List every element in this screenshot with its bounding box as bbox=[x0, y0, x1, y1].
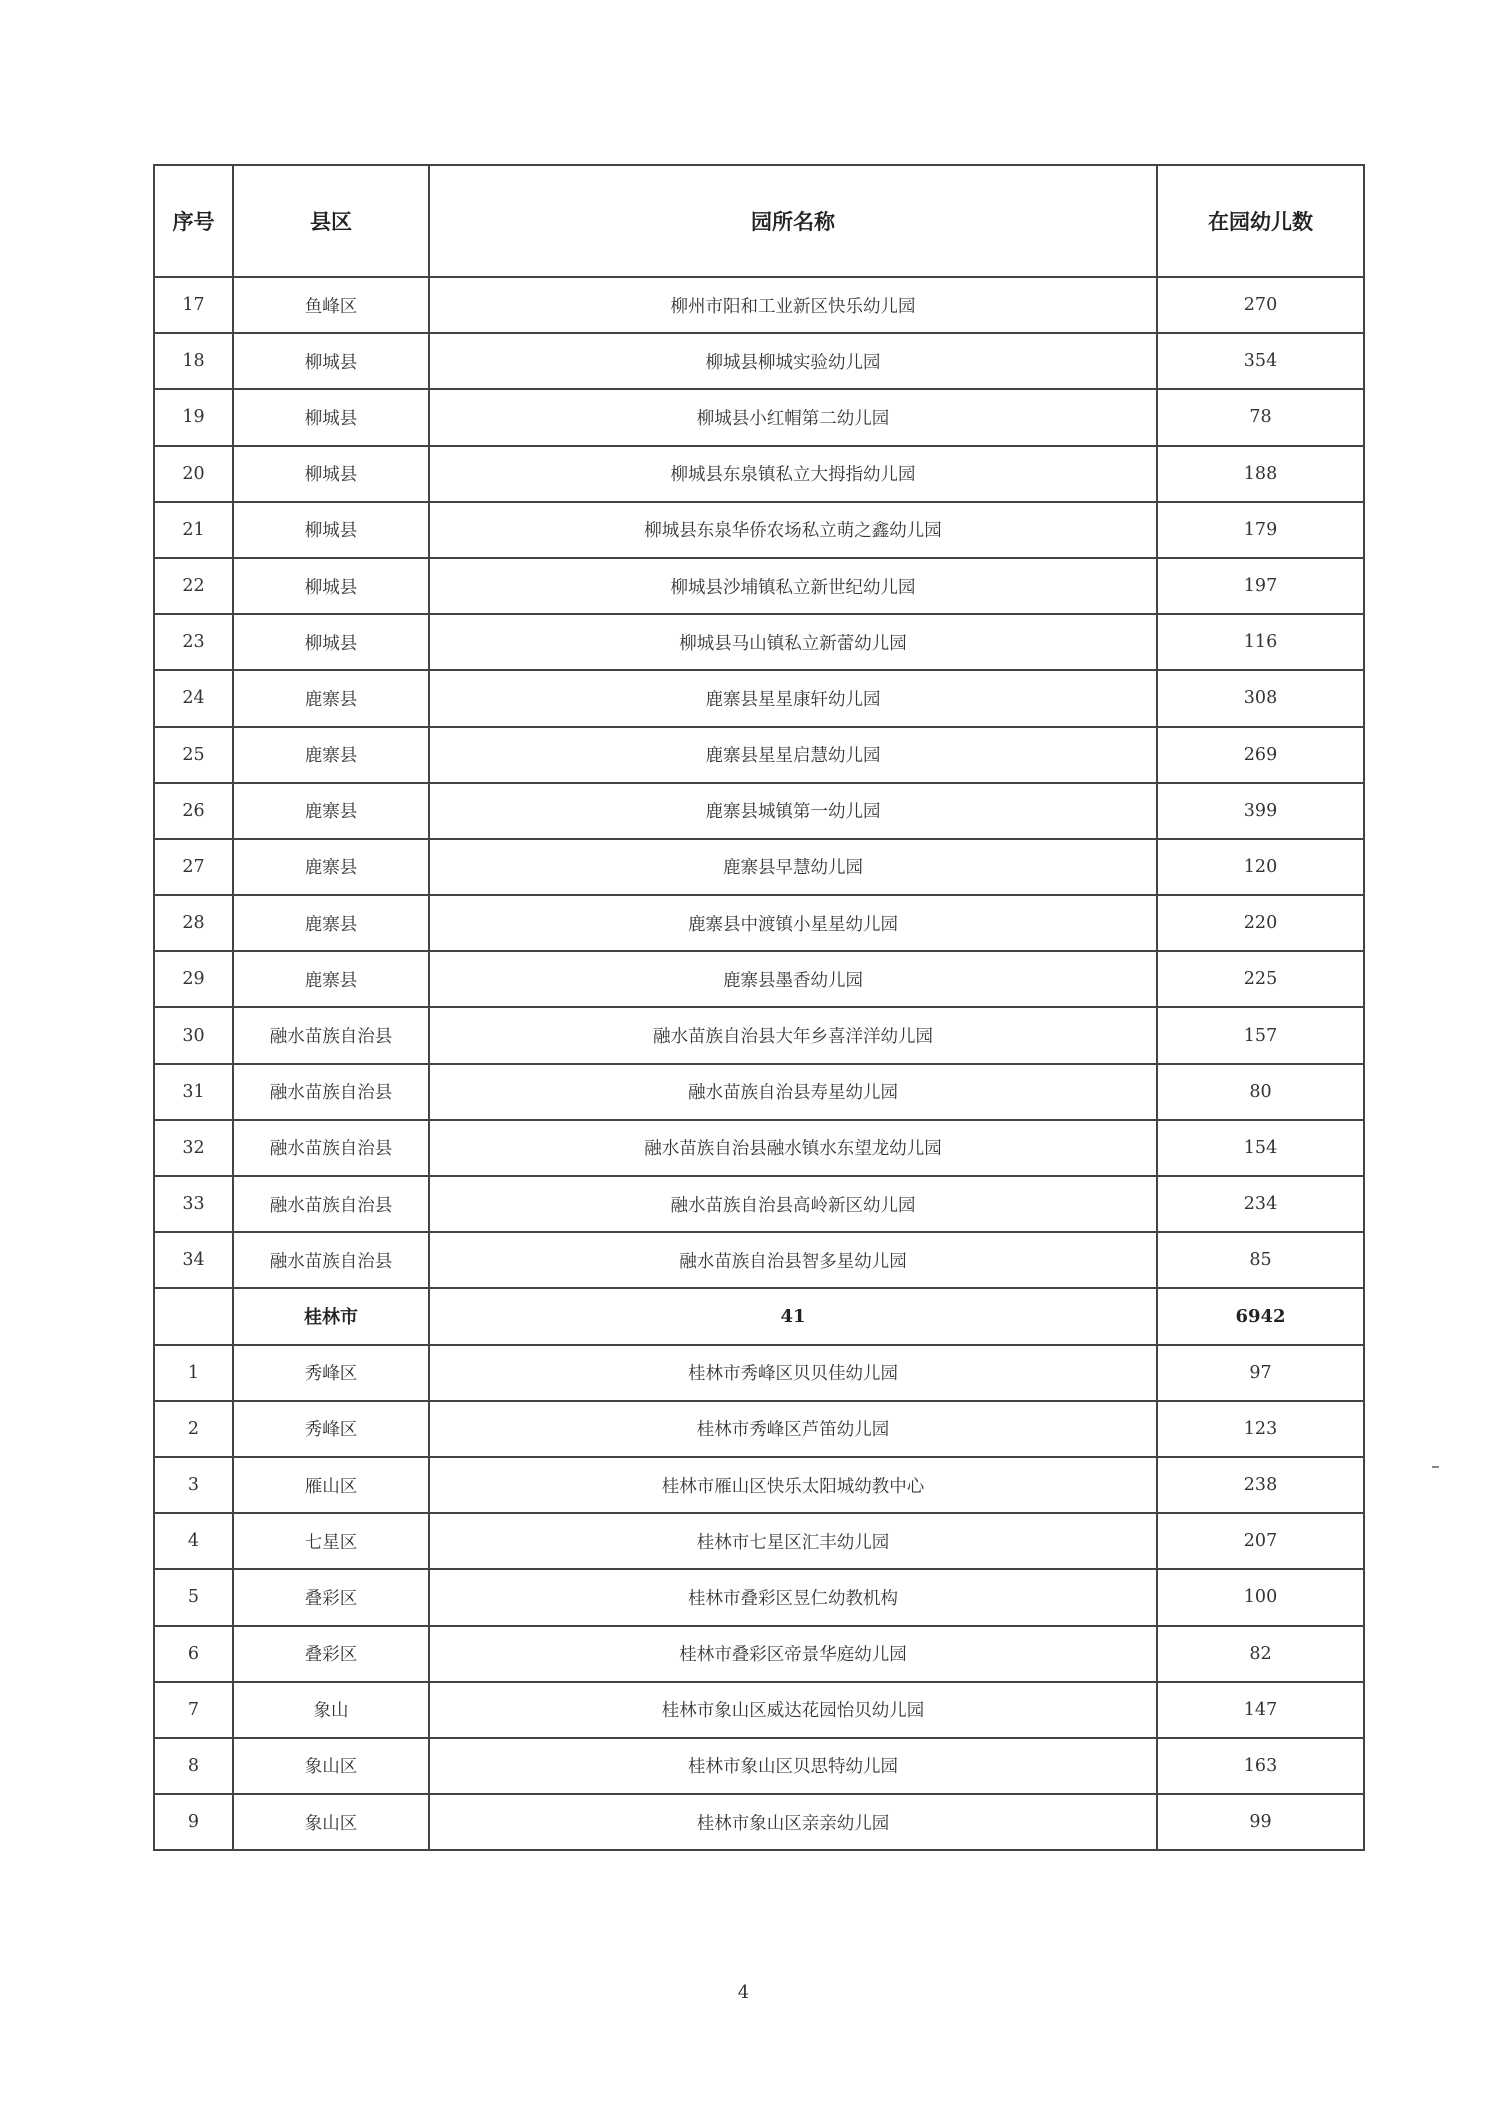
cell-enrolled-children: 399 bbox=[1157, 783, 1364, 839]
cell-serial-number: 4 bbox=[154, 1513, 233, 1569]
cell-serial-number: 3 bbox=[154, 1457, 233, 1513]
table-row bbox=[154, 1682, 1364, 1738]
table-row bbox=[154, 1064, 1364, 1120]
cell-district: 象山区 bbox=[233, 1794, 429, 1850]
table-body bbox=[154, 277, 1364, 1850]
table-row bbox=[154, 614, 1364, 670]
cell-district: 象山 bbox=[233, 1682, 429, 1738]
cell-district: 融水苗族自治县 bbox=[233, 1007, 429, 1063]
cell-serial-number bbox=[154, 1288, 233, 1344]
cell-kindergarten-name: 融水苗族自治县智多星幼儿园 bbox=[429, 1232, 1157, 1288]
cell-kindergarten-name: 鹿寨县星星康轩幼儿园 bbox=[429, 670, 1157, 726]
cell-enrolled-children: 163 bbox=[1157, 1738, 1364, 1794]
cell-district: 鹿寨县 bbox=[233, 727, 429, 783]
cell-district: 柳城县 bbox=[233, 389, 429, 445]
cell-district: 七星区 bbox=[233, 1513, 429, 1569]
table-row bbox=[154, 558, 1364, 614]
cell-serial-number: 29 bbox=[154, 951, 233, 1007]
cell-enrolled-children: 157 bbox=[1157, 1007, 1364, 1063]
table-row bbox=[154, 277, 1364, 333]
table-row bbox=[154, 783, 1364, 839]
cell-district: 叠彩区 bbox=[233, 1569, 429, 1625]
cell-kindergarten-name: 桂林市七星区汇丰幼儿园 bbox=[429, 1513, 1157, 1569]
cell-district: 桂林市 bbox=[233, 1288, 429, 1344]
cell-district: 融水苗族自治县 bbox=[233, 1176, 429, 1232]
table-row bbox=[154, 1007, 1364, 1063]
cell-serial-number: 21 bbox=[154, 502, 233, 558]
table-row bbox=[154, 446, 1364, 502]
cell-enrolled-children: 197 bbox=[1157, 558, 1364, 614]
cell-enrolled-children: 354 bbox=[1157, 333, 1364, 389]
table-row bbox=[154, 1120, 1364, 1176]
cell-district: 鹿寨县 bbox=[233, 670, 429, 726]
cell-enrolled-children: 6942 bbox=[1157, 1288, 1364, 1344]
table-row bbox=[154, 951, 1364, 1007]
cell-district: 融水苗族自治县 bbox=[233, 1064, 429, 1120]
cell-enrolled-children: 225 bbox=[1157, 951, 1364, 1007]
cell-enrolled-children: 99 bbox=[1157, 1794, 1364, 1850]
table-row bbox=[154, 1288, 1364, 1344]
cell-district: 柳城县 bbox=[233, 333, 429, 389]
cell-kindergarten-name: 41 bbox=[429, 1288, 1157, 1344]
table-row bbox=[154, 1401, 1364, 1457]
table-row bbox=[154, 1513, 1364, 1569]
table-row bbox=[154, 1569, 1364, 1625]
cell-district: 柳城县 bbox=[233, 558, 429, 614]
header-kindergarten-name: 园所名称 bbox=[429, 165, 1157, 277]
table-row bbox=[154, 1626, 1364, 1682]
cell-district: 叠彩区 bbox=[233, 1626, 429, 1682]
table-row bbox=[154, 389, 1364, 445]
cell-district: 柳城县 bbox=[233, 446, 429, 502]
cell-enrolled-children: 116 bbox=[1157, 614, 1364, 670]
cell-enrolled-children: 269 bbox=[1157, 727, 1364, 783]
cell-district: 鹿寨县 bbox=[233, 839, 429, 895]
cell-serial-number: 19 bbox=[154, 389, 233, 445]
table-row bbox=[154, 333, 1364, 389]
cell-serial-number: 8 bbox=[154, 1738, 233, 1794]
cell-serial-number: 9 bbox=[154, 1794, 233, 1850]
cell-district: 秀峰区 bbox=[233, 1345, 429, 1401]
cell-district: 秀峰区 bbox=[233, 1401, 429, 1457]
cell-kindergarten-name: 柳城县马山镇私立新蕾幼儿园 bbox=[429, 614, 1157, 670]
cell-enrolled-children: 82 bbox=[1157, 1626, 1364, 1682]
cell-serial-number: 2 bbox=[154, 1401, 233, 1457]
cell-serial-number: 33 bbox=[154, 1176, 233, 1232]
cell-serial-number: 22 bbox=[154, 558, 233, 614]
cell-district: 鹿寨县 bbox=[233, 951, 429, 1007]
table-row bbox=[154, 1232, 1364, 1288]
header-district: 县区 bbox=[233, 165, 429, 277]
cell-district: 柳城县 bbox=[233, 502, 429, 558]
cell-serial-number: 28 bbox=[154, 895, 233, 951]
cell-kindergarten-name: 鹿寨县星星启慧幼儿园 bbox=[429, 727, 1157, 783]
cell-serial-number: 31 bbox=[154, 1064, 233, 1120]
cell-serial-number: 25 bbox=[154, 727, 233, 783]
cell-kindergarten-name: 柳城县小红帽第二幼儿园 bbox=[429, 389, 1157, 445]
cell-kindergarten-name: 融水苗族自治县寿星幼儿园 bbox=[429, 1064, 1157, 1120]
cell-kindergarten-name: 鹿寨县中渡镇小星星幼儿园 bbox=[429, 895, 1157, 951]
cell-kindergarten-name: 柳城县东泉镇私立大拇指幼儿园 bbox=[429, 446, 1157, 502]
table-row bbox=[154, 1345, 1364, 1401]
cell-enrolled-children: 120 bbox=[1157, 839, 1364, 895]
cell-district: 鹿寨县 bbox=[233, 895, 429, 951]
cell-district: 融水苗族自治县 bbox=[233, 1120, 429, 1176]
cell-kindergarten-name: 柳城县柳城实验幼儿园 bbox=[429, 333, 1157, 389]
cell-district: 雁山区 bbox=[233, 1457, 429, 1513]
cell-enrolled-children: 234 bbox=[1157, 1176, 1364, 1232]
cell-serial-number: 17 bbox=[154, 277, 233, 333]
table-row bbox=[154, 1738, 1364, 1794]
table-row bbox=[154, 502, 1364, 558]
cell-enrolled-children: 97 bbox=[1157, 1345, 1364, 1401]
cell-serial-number: 32 bbox=[154, 1120, 233, 1176]
table-row bbox=[154, 839, 1364, 895]
scan-speck bbox=[1432, 1466, 1439, 1468]
cell-enrolled-children: 154 bbox=[1157, 1120, 1364, 1176]
cell-serial-number: 30 bbox=[154, 1007, 233, 1063]
cell-kindergarten-name: 融水苗族自治县高岭新区幼儿园 bbox=[429, 1176, 1157, 1232]
cell-kindergarten-name: 桂林市雁山区快乐太阳城幼教中心 bbox=[429, 1457, 1157, 1513]
cell-enrolled-children: 100 bbox=[1157, 1569, 1364, 1625]
table-row bbox=[154, 727, 1364, 783]
cell-enrolled-children: 220 bbox=[1157, 895, 1364, 951]
cell-kindergarten-name: 桂林市叠彩区帝景华庭幼儿园 bbox=[429, 1626, 1157, 1682]
cell-enrolled-children: 308 bbox=[1157, 670, 1364, 726]
cell-serial-number: 23 bbox=[154, 614, 233, 670]
cell-serial-number: 7 bbox=[154, 1682, 233, 1738]
table-row bbox=[154, 895, 1364, 951]
cell-enrolled-children: 80 bbox=[1157, 1064, 1364, 1120]
cell-enrolled-children: 123 bbox=[1157, 1401, 1364, 1457]
cell-serial-number: 27 bbox=[154, 839, 233, 895]
table-header-row bbox=[154, 165, 1364, 277]
cell-kindergarten-name: 桂林市象山区威达花园怡贝幼儿园 bbox=[429, 1682, 1157, 1738]
cell-kindergarten-name: 桂林市秀峰区贝贝佳幼儿园 bbox=[429, 1345, 1157, 1401]
cell-district: 象山区 bbox=[233, 1738, 429, 1794]
cell-district: 鱼峰区 bbox=[233, 277, 429, 333]
cell-kindergarten-name: 柳州市阳和工业新区快乐幼儿园 bbox=[429, 277, 1157, 333]
cell-serial-number: 20 bbox=[154, 446, 233, 502]
cell-serial-number: 5 bbox=[154, 1569, 233, 1625]
kindergarten-table bbox=[153, 164, 1365, 1851]
cell-serial-number: 18 bbox=[154, 333, 233, 389]
cell-kindergarten-name: 鹿寨县墨香幼儿园 bbox=[429, 951, 1157, 1007]
header-enrolled-children: 在园幼儿数 bbox=[1157, 165, 1364, 277]
cell-kindergarten-name: 桂林市叠彩区昱仁幼教机构 bbox=[429, 1569, 1157, 1625]
cell-kindergarten-name: 鹿寨县城镇第一幼儿园 bbox=[429, 783, 1157, 839]
cell-enrolled-children: 188 bbox=[1157, 446, 1364, 502]
cell-kindergarten-name: 柳城县沙埔镇私立新世纪幼儿园 bbox=[429, 558, 1157, 614]
cell-kindergarten-name: 桂林市象山区亲亲幼儿园 bbox=[429, 1794, 1157, 1850]
table-row bbox=[154, 1176, 1364, 1232]
table-row bbox=[154, 1457, 1364, 1513]
cell-enrolled-children: 207 bbox=[1157, 1513, 1364, 1569]
cell-district: 柳城县 bbox=[233, 614, 429, 670]
cell-serial-number: 34 bbox=[154, 1232, 233, 1288]
cell-serial-number: 6 bbox=[154, 1626, 233, 1682]
cell-district: 融水苗族自治县 bbox=[233, 1232, 429, 1288]
cell-kindergarten-name: 桂林市象山区贝思特幼儿园 bbox=[429, 1738, 1157, 1794]
cell-serial-number: 26 bbox=[154, 783, 233, 839]
cell-enrolled-children: 78 bbox=[1157, 389, 1364, 445]
page-number: 4 bbox=[737, 1982, 750, 2003]
header-serial-number: 序号 bbox=[154, 165, 233, 277]
cell-enrolled-children: 238 bbox=[1157, 1457, 1364, 1513]
table-row bbox=[154, 1794, 1364, 1850]
cell-kindergarten-name: 融水苗族自治县大年乡喜洋洋幼儿园 bbox=[429, 1007, 1157, 1063]
cell-district: 鹿寨县 bbox=[233, 783, 429, 839]
table-row bbox=[154, 670, 1364, 726]
cell-kindergarten-name: 融水苗族自治县融水镇水东望龙幼儿园 bbox=[429, 1120, 1157, 1176]
cell-kindergarten-name: 桂林市秀峰区芦笛幼儿园 bbox=[429, 1401, 1157, 1457]
cell-kindergarten-name: 鹿寨县早慧幼儿园 bbox=[429, 839, 1157, 895]
cell-enrolled-children: 147 bbox=[1157, 1682, 1364, 1738]
cell-kindergarten-name: 柳城县东泉华侨农场私立萌之鑫幼儿园 bbox=[429, 502, 1157, 558]
cell-enrolled-children: 270 bbox=[1157, 277, 1364, 333]
cell-serial-number: 24 bbox=[154, 670, 233, 726]
cell-enrolled-children: 85 bbox=[1157, 1232, 1364, 1288]
cell-enrolled-children: 179 bbox=[1157, 502, 1364, 558]
cell-serial-number: 1 bbox=[154, 1345, 233, 1401]
